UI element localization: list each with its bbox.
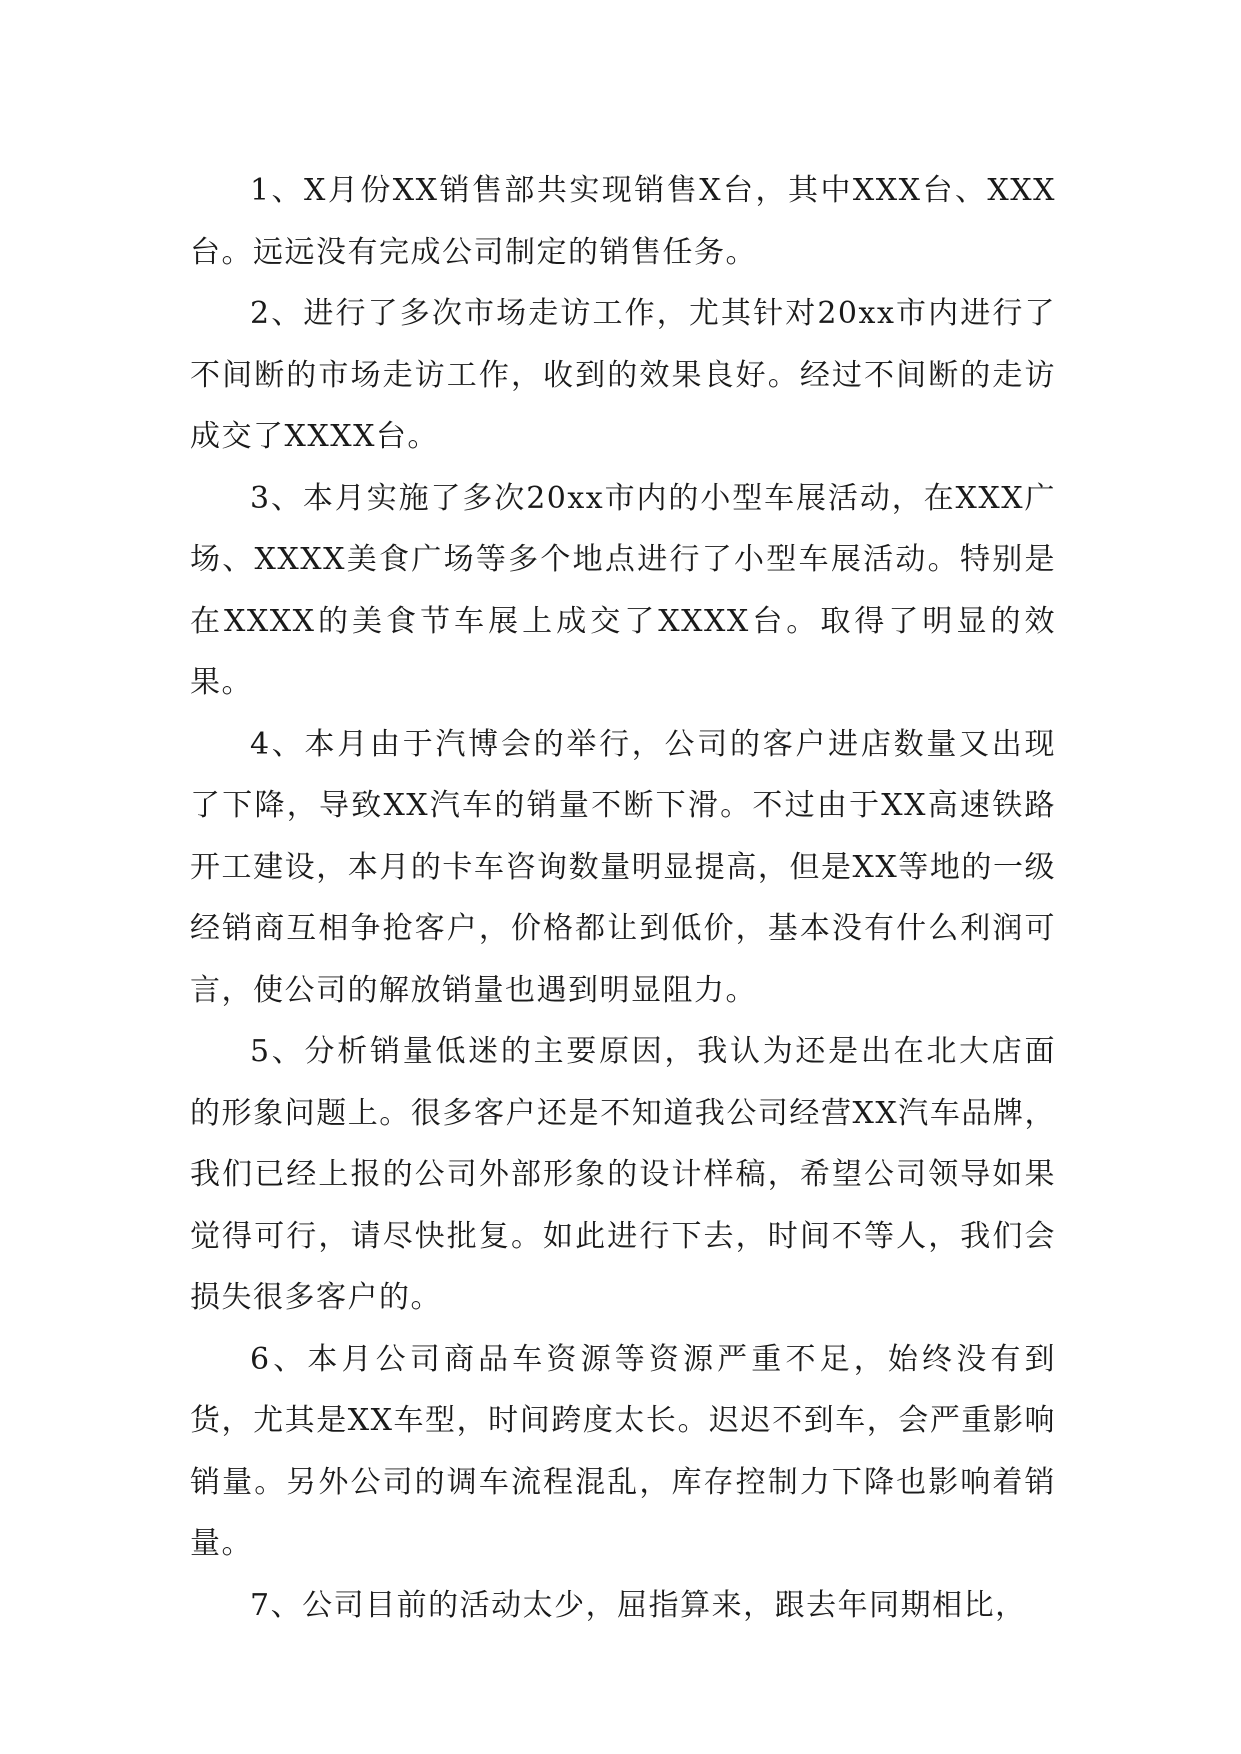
- paragraph-6: 6、本月公司商品车资源等资源严重不足，始终没有到货，尤其是XX车型，时间跨度太长。迟迟不到车，会严重影响销量。另外公司的调车流程混乱，库存控制力下降也影响着销量。: [190, 1341, 1056, 1561]
- paragraph-7: 7、公司目前的活动太少，屈指算来，跟去年同期相比，: [250, 1587, 1027, 1623]
- paragraph-3: 3、本月实施了多次20xx市内的小型车展活动，在XXX广场、XXXX美食广场等多个地点进行了小型车展活动。特别是在XXXX的美食节车展上成交了XXXX台。取得了明显的效果。: [190, 480, 1056, 700]
- paragraph-2: 2、进行了多次市场走访工作，尤其针对20xx市内进行了不间断的市场走访工作，收到的效果良好。经过不间断的走访成交了XXXX台。: [190, 296, 1056, 454]
- document-body: [190, 160, 1056, 1636]
- paragraph-4: 4、本月由于汽博会的举行，公司的客户进店数量又出现了下降，导致XX汽车的销量不断下滑。不过由于XX高速铁路开工建设，本月的卡车咨询数量明显提高，但是XX等地的一级经销商互相争抢客户，价格都让到低价，基本没有什么利润可言，使公司的解放销量也遇到明显阻力。: [190, 726, 1056, 1008]
- paragraph-5: 5、分析销量低迷的主要原因，我认为还是出在北大店面的形象问题上。很多客户还是不知道我公司经营XX汽车品牌，我们已经上报的公司外部形象的设计样稿，希望公司领导如果觉得可行，请尽快批复。如此进行下去，时间不等人，我们会损失很多客户的。: [190, 1034, 1056, 1315]
- paragraph-1: 1、X月份XX销售部共实现销售X台，其中XXX台、XXX台。远远没有完成公司制定的销售任务。: [190, 173, 1056, 270]
